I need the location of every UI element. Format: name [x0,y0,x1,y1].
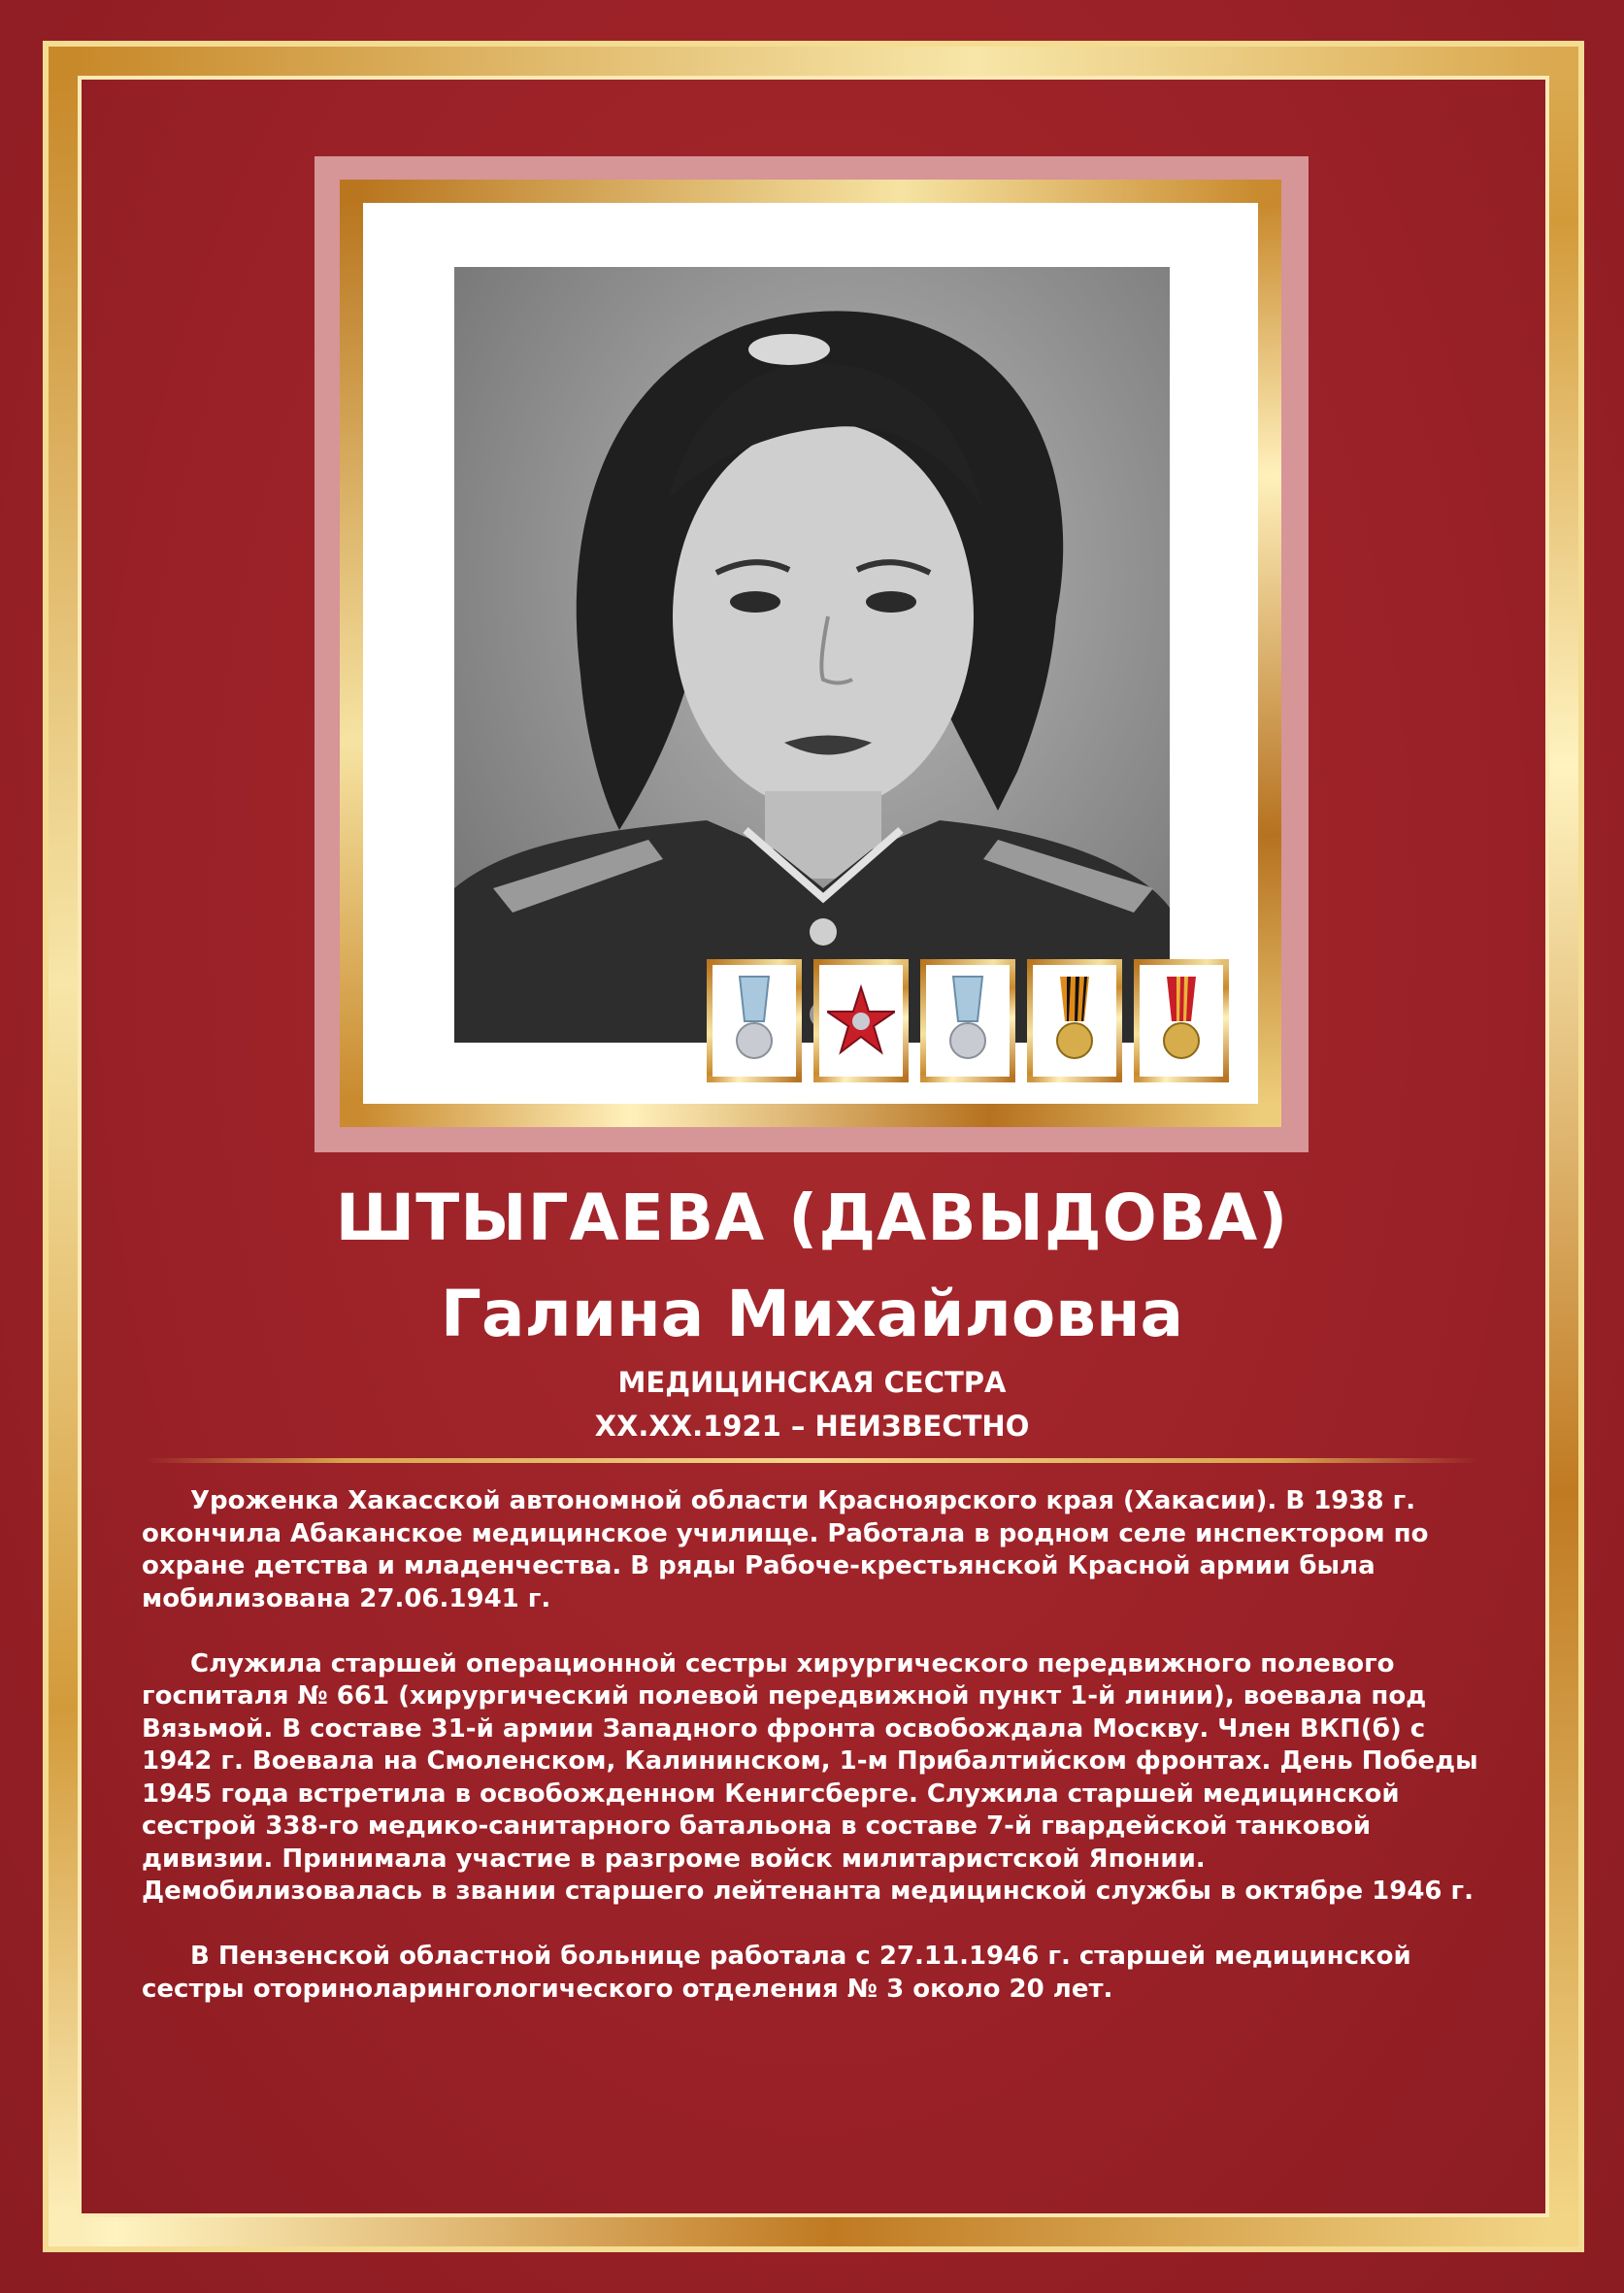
medal-red-ribbon-icon [1147,973,1215,1070]
medal-blue-ribbon-icon [934,973,1002,1070]
portrait-photo [454,267,1170,1043]
medal-st-george-ribbon-icon [1041,973,1109,1070]
medal-frame [1134,959,1229,1082]
person-role: МЕДИЦИНСКАЯ СЕСТРА [617,1366,1007,1399]
medal-frame [813,959,909,1082]
medal-frame [920,959,1015,1082]
medal-blue-ribbon-icon [720,973,788,1070]
medals-row [707,959,1229,1082]
person-dates: XX.XX.1921 – НЕИЗВЕСТНО [594,1410,1030,1443]
portrait-illustration [454,267,1170,1043]
biography-paragraph: Уроженка Хакасской автономной области Красноярского края (Хакасии). В 1938 г. окончила Абаканское медицинское училище. Работала в родном селе инспектором по охране детства и младенчества. В ряды Рабоче-крестьянской Красной армии была мобилизована 27.06.1941 г. [142,1486,1429,1613]
gold-divider [146,1458,1478,1463]
biography-paragraph: Служила старшей операционной сестры хирургического передвижного полевого госпиталя № 661 (хирургический полевой передвижной пункт 1-й линии), воевала под Вязьмой. В составе 31-й армии Западного фронта освобождала Москву. Член ВКП(б) с 1942 г. Воевала на Смоленском, Калининском, 1-м Прибалтийском фронтах. День Победы 1945 года встретила в освобожденном Кенигсберге. Служила старшей медицинской сестрой 338-го медико-санитарного батальона в составе 7-й гвардейской танковой дивизии. Принимала участие в разгроме войск милитаристской Японии. Демобилизовалась в звании старшего лейтенанта медицинской службы в октябре 1946 г. [142,1648,1478,1906]
medal-frame [707,959,802,1082]
person-name: Галина Михайловна [440,1277,1184,1351]
medal-frame [1027,959,1122,1082]
biography [142,1485,1485,2039]
red-star-order-icon [827,973,895,1070]
biography-paragraph: В Пензенской областной больнице работала с 27.11.1946 г. старшей медицинской сестры оториноларингологического отделения № 3 около 20 лет. [142,1942,1411,2004]
person-surname: ШТЫГАЕВА (ДАВЫДОВА) [335,1180,1289,1255]
